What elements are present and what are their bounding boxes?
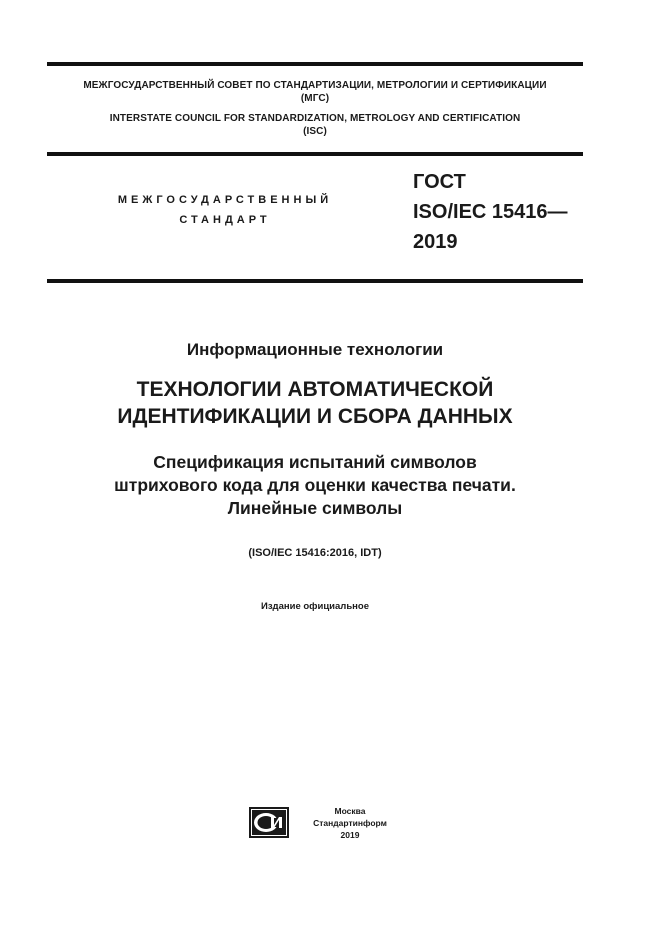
iso-reference: (ISO/IEC 15416:2016, IDT) — [248, 547, 382, 559]
sub-title-line3: Линейные символы — [227, 498, 403, 518]
council-abbr-en: (ISC) — [303, 126, 327, 137]
standard-kind — [60, 190, 390, 230]
council-name-ru: МЕЖГОСУДАРСТВЕННЫЙ СОВЕТ ПО СТАНДАРТИЗАЦИИ, МЕТРОЛОГИИ И СЕРТИФИКАЦИИ — [83, 80, 547, 91]
header-divider-rule — [47, 152, 583, 156]
main-title-line2: ИДЕНТИФИКАЦИИ И СБОРА ДАННЫХ — [117, 405, 513, 428]
standard-kind-line1: МЕЖГОСУДАРСТВЕННЫЙ — [117, 194, 333, 206]
designation-gost: ГОСТ — [413, 171, 466, 193]
council-abbr-ru: (МГС) — [300, 93, 330, 104]
top-rule — [47, 62, 583, 66]
title-divider-rule — [47, 279, 583, 283]
main-title — [47, 376, 583, 430]
sub-title-line2: штрихового кода для оценки качества печати. — [114, 475, 516, 495]
sub-title — [47, 451, 583, 520]
publisher-block — [295, 805, 405, 841]
subject-title: Информационные технологии — [186, 340, 444, 359]
council-name-en: INTERSTATE COUNCIL FOR STANDARDIZATION, METROLOGY AND CERTIFICATION — [109, 113, 521, 124]
standartinform-logo-icon — [249, 807, 289, 838]
main-title-line1: ТЕХНОЛОГИИ АВТОМАТИЧЕСКОЙ — [136, 378, 494, 401]
council-header-ru — [47, 79, 583, 105]
edition-label: Издание официальное — [261, 601, 369, 612]
designation-year: 2019 — [413, 231, 458, 253]
standard-designation — [413, 167, 568, 257]
council-header-en — [47, 112, 583, 138]
publisher-year: 2019 — [340, 830, 360, 840]
sub-title-line1: Спецификация испытаний символов — [153, 452, 477, 472]
standard-kind-line2: СТАНДАРТ — [179, 214, 271, 226]
designation-number: ISO/IEC 15416— — [413, 201, 568, 223]
publisher-city: Москва — [334, 806, 366, 816]
publisher-name: Стандартинформ — [313, 818, 387, 828]
